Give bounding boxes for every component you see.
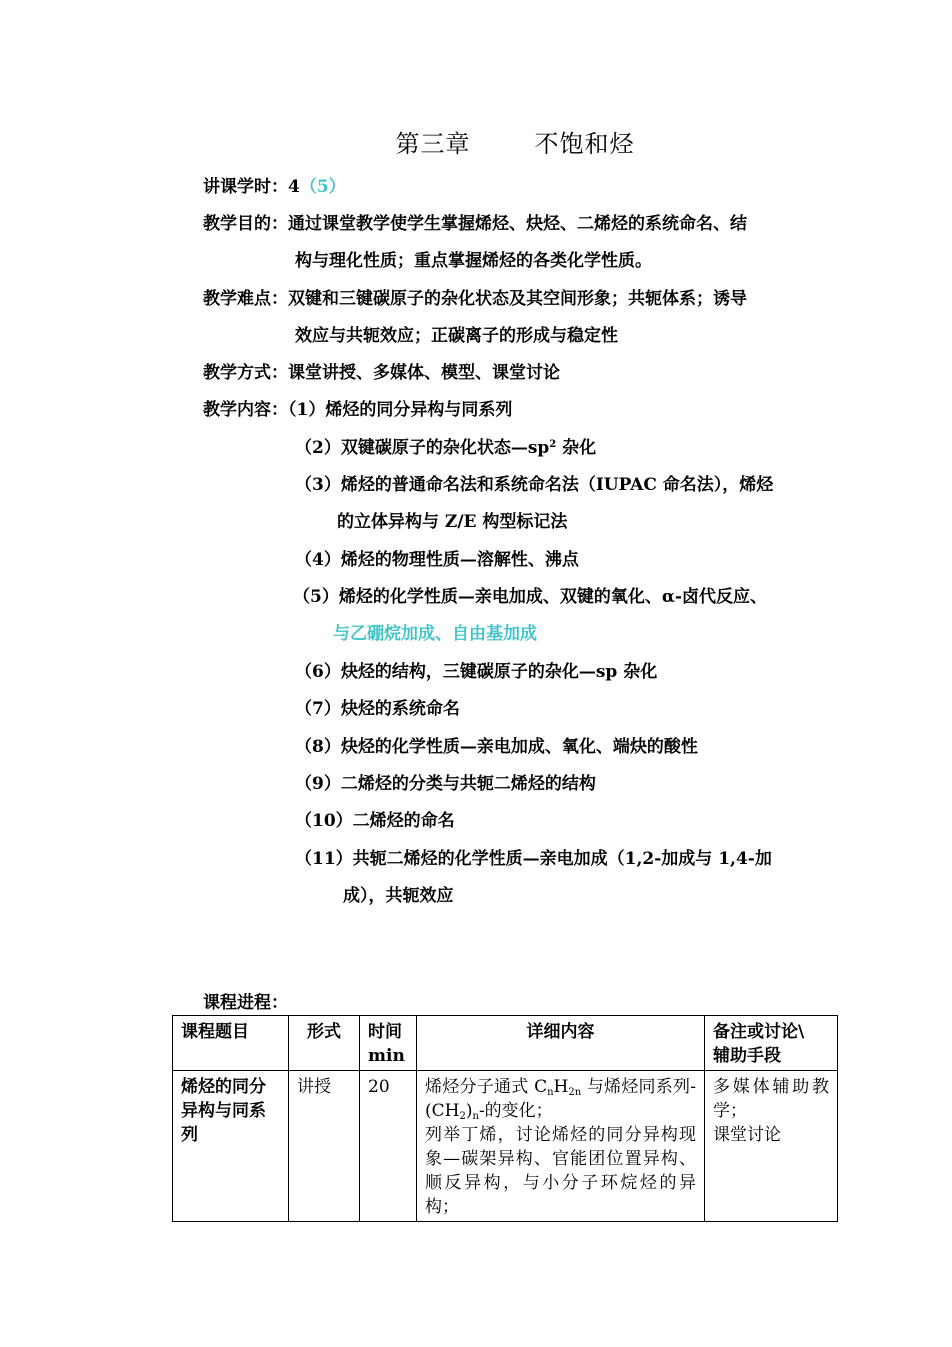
- row-notes-line1: 多媒体辅助教学；: [713, 1077, 829, 1121]
- table-row: [173, 1071, 838, 1222]
- header-time: [360, 1016, 417, 1071]
- chapter-title: [0, 124, 952, 159]
- row-detail-formula: 烯烃分子通式 $C_nH_{2n}$ 与烯烃同系列$-(CH_2)_n-$的变化；: [425, 1077, 696, 1122]
- header-notes: [705, 1016, 838, 1071]
- teaching-content-item5-line1: （5）烯烃的化学性质—亲电加成、双键的氧化、α-卤代反应、: [293, 587, 767, 607]
- teaching-purpose-line2: 构与理化性质；重点掌握烯烃的各类化学性质。: [295, 251, 652, 271]
- teaching-method: [203, 362, 560, 384]
- teaching-content-item4: （4）烯烃的物理性质—溶解性、沸点: [295, 550, 579, 570]
- content-item2-suffix: 杂化: [556, 438, 597, 458]
- row-detail-isomerism: 列举丁烯，讨论烯烃的同分异构现象—碳架异构、官能团位置异构、顺反异构，与小分子环烷烃的异构；: [425, 1125, 696, 1217]
- lecture-hours-label: 讲课学时：: [203, 177, 288, 197]
- teaching-difficulty-line1: [203, 288, 747, 310]
- content-item2-superscript: 2: [549, 439, 557, 450]
- row-form: 讲授: [289, 1071, 360, 1222]
- table-header-row: [173, 1016, 838, 1071]
- teaching-content-item3-line1: （3）烯烃的普通命名法和系统命名法（IUPAC 命名法），烯烃: [295, 475, 774, 495]
- content-item1-text: （1）烯烃的同分异构与同系列: [288, 400, 513, 420]
- teaching-content-item9: （9）二烯烃的分类与共轭二烯烃的结构: [295, 774, 596, 794]
- teaching-content-item6: （6）炔烃的结构，三键碳原子的杂化—sp 杂化: [295, 662, 658, 682]
- teaching-content-item1: [203, 399, 512, 421]
- teaching-content-item11-line1: （11）共轭二烯烃的化学性质—亲电加成（1,2-加成与 1,4-加: [295, 849, 772, 869]
- teaching-content-item5-line2: 与乙硼烷加成、自由基加成: [333, 624, 537, 644]
- teaching-content-item10: （10）二烯烃的命名: [295, 811, 455, 831]
- teaching-purpose-text1: 通过课堂教学使学生掌握烯烃、炔烃、二烯烃的系统命名、结: [288, 214, 747, 234]
- header-notes-line1: 备注或讨论\: [713, 1022, 805, 1042]
- lecture-hours-value: 4: [288, 177, 300, 197]
- row-detail: [417, 1071, 705, 1222]
- row-notes: [705, 1071, 838, 1222]
- header-time-label: 时间: [368, 1022, 402, 1042]
- teaching-difficulty-label: 教学难点：: [203, 289, 288, 309]
- chapter-number: 第三章: [395, 130, 471, 158]
- teaching-difficulty-text1: 双键和三键碳原子的杂化状态及其空间形象；共轭体系；诱导: [288, 289, 747, 309]
- teaching-content-item8: （8）炔烃的化学性质—亲电加成、氧化、端炔的酸性: [295, 737, 698, 757]
- teaching-purpose-line1: [203, 213, 747, 235]
- row-topic: 烯烃的同分异构与同系列: [173, 1071, 289, 1222]
- header-topic: 课程题目: [173, 1016, 289, 1071]
- teaching-difficulty-line2: 效应与共轭效应；正碳离子的形成与稳定性: [295, 326, 618, 346]
- content-item2-text: （2）双键碳原子的杂化状态—sp: [295, 438, 550, 458]
- row-notes-line2: 课堂讨论: [713, 1125, 781, 1145]
- teaching-content-label: 教学内容：: [203, 400, 288, 420]
- teaching-purpose-label: 教学目的：: [203, 214, 288, 234]
- teaching-content-item2: [295, 437, 596, 459]
- chapter-name: 不饱和烃: [534, 130, 635, 158]
- header-time-unit: min: [368, 1046, 405, 1066]
- teaching-method-label: 教学方式：: [203, 363, 288, 383]
- lecture-hours-extra: （5）: [299, 177, 346, 197]
- course-progress-label: 课程进程：: [203, 993, 288, 1013]
- header-notes-line2: 辅助手段: [713, 1046, 781, 1066]
- row-time: 20: [360, 1071, 417, 1222]
- teaching-content-item7: （7）炔烃的系统命名: [295, 699, 460, 719]
- course-progress-table: [172, 1015, 838, 1222]
- teaching-content-item11-line2: 成），共轭效应: [343, 886, 454, 906]
- teaching-content-item3-line2: 的立体异构与 Z/E 构型标记法: [337, 512, 568, 532]
- header-form: 形式: [289, 1016, 360, 1071]
- teaching-method-text: 课堂讲授、多媒体、模型、课堂讨论: [288, 363, 560, 383]
- header-detail: 详细内容: [417, 1016, 705, 1071]
- lecture-hours: [203, 176, 346, 198]
